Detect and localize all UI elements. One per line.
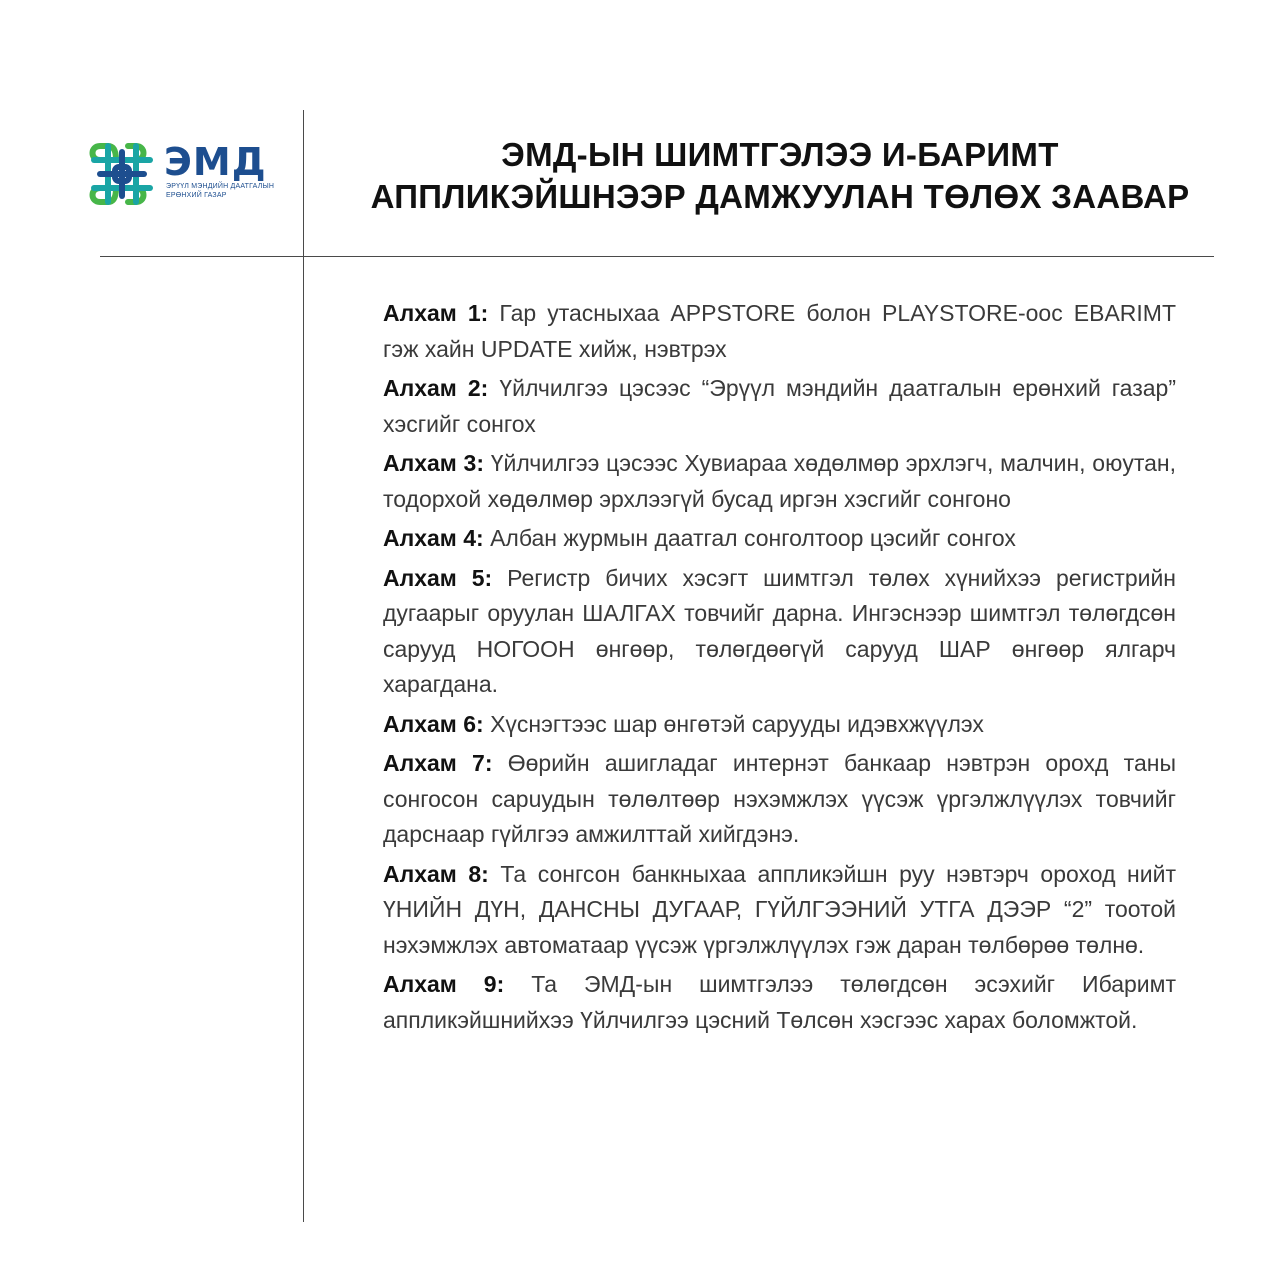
title-line-1: ЭМД-ЫН ШИМТГЭЛЭЭ И-БАРИМТ — [501, 136, 1059, 173]
step-text: Гар утасныхаа APPSTORE болон PLAYSTORE-оос EBARIMT гэж хайн UPDATE хийж, нэвтрэх — [383, 300, 1177, 362]
step-1 — [383, 296, 1176, 367]
step-text: Үйлчилгээ цэсээс Хувиараа хөдөлмөр эрхлэгч, малчин, оюутан, тодорхой хөдөлмөр эрхлээгүй бусад иргэн хэсгийг сонгоно — [383, 450, 1176, 512]
page-title — [330, 134, 1230, 218]
step-label: Алхам 9: — [383, 971, 505, 997]
horizontal-divider — [100, 256, 1214, 257]
step-label: Алхам 3: — [383, 450, 484, 476]
step-6 — [383, 707, 1176, 743]
step-label: Алхам 8: — [383, 860, 489, 887]
knot-icon — [86, 138, 158, 210]
steps-list — [383, 296, 1176, 1042]
step-5 — [383, 561, 1176, 703]
step-text: Регистр бичих хэсэгт шимтгэл төлөх хүнийхээ регистрийн дугаарыг оруулан ШАЛГАХ товчийг дарна. Ингэснээр шимтгэл төлөгдсөн сарууд НОГООН өнгөөр, төлөгдөөгүй сарууд ШАР өнгөөр ялгарч харагдана. — [383, 564, 1177, 697]
logo — [86, 138, 275, 212]
step-3 — [383, 446, 1176, 517]
title-line-2: АППЛИКЭЙШНЭЭР ДАМЖУУЛАН ТӨЛӨХ ЗААВАР — [370, 178, 1190, 215]
logo-subtitle: ЭРҮҮЛ МЭНДИЙН ДААТГАЛЫН ЕРӨНХИЙ ГАЗАР — [166, 183, 275, 199]
step-label: Алхам 6: — [383, 710, 484, 737]
step-label: Алхам 1: — [383, 300, 489, 326]
step-7 — [383, 746, 1176, 853]
logo-name: ЭМД — [164, 140, 267, 184]
step-text: Хүснэгтээс шар өнгөтэй сарууды идэвхжүүлэх — [490, 710, 984, 737]
vertical-divider — [303, 110, 304, 1222]
step-2 — [383, 371, 1176, 442]
step-8 — [383, 857, 1176, 964]
step-label: Алхам 5: — [383, 564, 493, 591]
step-text: Та ЭМД-ын шимтгэлээ төлөгдсөн эсэхийг Ибаримт аппликэйшнийхээ Үйлчилгээ цэсний Төлсөн хэсгээс харах боломжтой. — [383, 971, 1176, 1033]
step-4 — [383, 521, 1176, 557]
step-text: Албан журмын даатгал сонголтоор цэсийг сонгох — [490, 525, 1016, 551]
step-9 — [383, 967, 1176, 1038]
step-label: Алхам 2: — [383, 375, 489, 401]
step-text: Үйлчилгээ цэсээс “Эрүүл мэндийн даатгалын ерөнхий газар” хэсгийг сонгох — [383, 375, 1177, 437]
step-text: Та сонгсон банкныхаа аппликэйшн руу нэвтэрч ороход нийт ҮНИЙН ДҮН, ДАНСНЫ ДУГААР, ГҮЙЛГЭЭНИЙ УТГА ДЭЭР “2” тоотой нэхэмжлэх автоматаар үүсэж үргэлжлүүлэх гэж даран төлбөрөө төлнө. — [383, 860, 1176, 958]
step-label: Алхам 4: — [383, 525, 484, 551]
step-label: Алхам 7: — [383, 750, 493, 776]
step-text: Өөрийн ашигладаг интернэт банкаар нэвтрэн орохд таны сонгосон сарuудын төлөлтөөр нэхэмжлэх үүсэж үргэлжлүүлэх товчийг дарснаар гүйлгээ амжилттай хийгдэнэ. — [383, 750, 1176, 847]
